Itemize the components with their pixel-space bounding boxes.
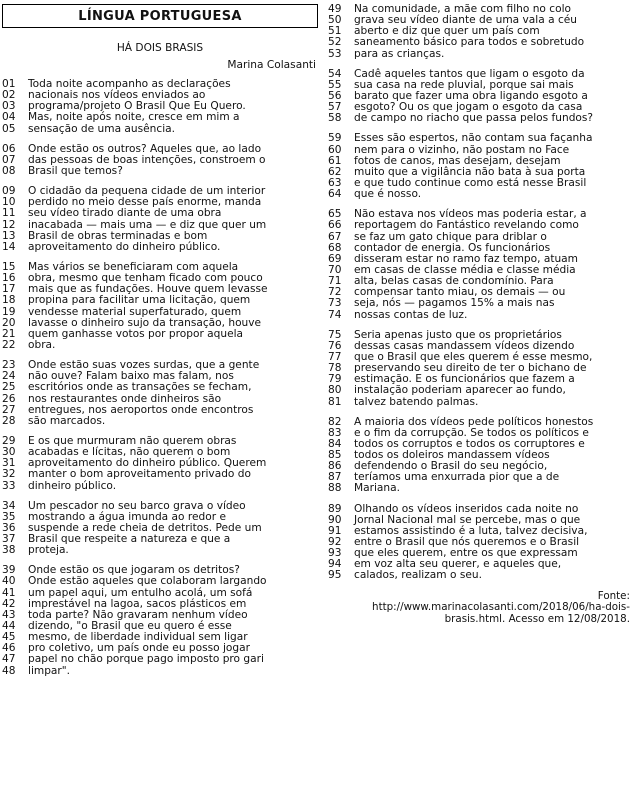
- line-text: saneamento básico para todos e sobretudo: [354, 36, 585, 49]
- text-line: [328, 483, 630, 494]
- line-text: Na comunidade, a mãe com filho no colo: [354, 3, 571, 15]
- line-text: talvez batendo palmas.: [354, 395, 479, 408]
- line-text: Toda noite acompanho as declarações: [28, 78, 231, 90]
- line-text: A maioria dos vídeos pede políticos honestos: [354, 415, 594, 428]
- line-number: 68: [328, 241, 342, 254]
- line-number: 05: [2, 122, 16, 135]
- line-number: 20: [2, 316, 16, 329]
- line-number: 46: [2, 642, 16, 655]
- line-number: 84: [328, 437, 342, 450]
- source-access-date: brasis.html. Acesso em 12/08/2018.: [444, 612, 630, 625]
- line-text: Mas, noite após noite, cresce em mim a: [28, 111, 240, 124]
- line-text: suspende a rede cheia de detritos. Pede um: [28, 521, 262, 534]
- subject-header: LÍNGUA PORTUGUESA: [2, 4, 318, 28]
- line-number: 86: [328, 460, 342, 473]
- line-number: 50: [328, 14, 342, 27]
- line-text: Onde estão os que jogaram os detritos?: [28, 564, 240, 577]
- line-number: 08: [2, 164, 16, 177]
- line-text: Não estava nos vídeos mas poderia estar, a: [354, 208, 587, 221]
- line-number: 25: [2, 381, 16, 394]
- line-text: um papel aqui, um entulho acolá, um sofá: [28, 586, 253, 599]
- line-number: 22: [2, 338, 16, 351]
- line-number: 35: [2, 510, 16, 523]
- text-line: [328, 232, 630, 243]
- text-line: [2, 242, 318, 253]
- line-number: 47: [2, 653, 16, 666]
- line-number: 42: [2, 597, 16, 610]
- line-number: 71: [328, 275, 342, 288]
- line-text: contador de energia. Os funcionários: [354, 241, 551, 254]
- text-line: [2, 124, 318, 135]
- line-number: 31: [2, 457, 16, 470]
- line-text: Brasil que respeite a natureza e que a: [28, 533, 231, 546]
- line-text: mesmo, de liberdade individual sem ligar: [28, 631, 248, 644]
- line-text: dizendo, "o Brasil que eu quero é esse: [28, 620, 232, 633]
- paragraph: [328, 69, 630, 125]
- line-text: quem ganhasse votos por propor aquela: [28, 327, 244, 340]
- paragraph: [328, 417, 630, 495]
- line-number: 03: [2, 100, 16, 113]
- paragraph: [2, 436, 318, 492]
- line-text: e que tudo continue como está nesse Brasil: [354, 176, 587, 189]
- text-line: [328, 220, 630, 231]
- line-text: Um pescador no seu barco grava o vídeo: [28, 499, 246, 512]
- paragraph: [2, 360, 318, 427]
- line-text: limpar".: [28, 664, 71, 677]
- line-number: 63: [328, 176, 342, 189]
- line-number: 90: [328, 513, 342, 526]
- line-text: em casas de classe média e classe média: [354, 263, 576, 276]
- line-text: são marcados.: [28, 414, 106, 427]
- text-line: [2, 576, 318, 587]
- line-text: de campo no riacho que passa pelos fundos?: [354, 112, 594, 125]
- line-number: 75: [328, 328, 342, 341]
- line-text: escritórios onde as transações se fecham,: [28, 381, 252, 394]
- line-number: 04: [2, 111, 16, 124]
- paragraph: [2, 501, 318, 557]
- line-number: 65: [328, 208, 342, 221]
- line-number: 61: [328, 154, 342, 167]
- line-text: sua casa na rede pluvial, porque sai mais: [354, 78, 574, 91]
- line-number: 24: [2, 370, 16, 383]
- line-text: instalação poderiam aparecer ao fundo,: [354, 384, 566, 397]
- paragraph: [328, 133, 630, 200]
- line-text: Seria apenas justo que os proprietários: [354, 328, 562, 341]
- line-number: 66: [328, 219, 342, 232]
- line-text: mostrando a água imunda ao redor e: [28, 510, 226, 523]
- line-number: 28: [2, 414, 16, 427]
- line-text: Cadê aqueles tantos que ligam o esgoto da: [354, 67, 585, 80]
- line-number: 55: [328, 78, 342, 91]
- text-line: [328, 570, 630, 581]
- line-number: 16: [2, 272, 16, 285]
- line-number: 53: [328, 47, 342, 60]
- text-line: [2, 666, 318, 677]
- line-text: em voz alta seu querer, e aqueles que,: [354, 558, 562, 571]
- right-column: [328, 4, 630, 625]
- text-line: [2, 382, 318, 393]
- line-text: nem para o vizinho, não postam no Face: [354, 143, 570, 156]
- paragraph: [328, 330, 630, 408]
- line-number: 43: [2, 608, 16, 621]
- line-number: 85: [328, 449, 342, 462]
- line-number: 69: [328, 252, 342, 265]
- line-text: Mas vários se beneficiaram com aquela: [28, 260, 239, 273]
- line-text: lavasse o dinheiro sujo da transação, houve: [28, 316, 262, 329]
- line-text: teríamos uma enxurrada pior que a de: [354, 471, 560, 484]
- line-number: 09: [2, 185, 16, 198]
- line-number: 79: [328, 373, 342, 386]
- line-text: aproveitamento do dinheiro público.: [28, 240, 221, 253]
- line-text: propina para facilitar uma licitação, quem: [28, 294, 251, 307]
- text-line: [2, 208, 318, 219]
- line-text: dinheiro público.: [28, 479, 117, 492]
- line-number: 11: [2, 207, 16, 220]
- line-number: 37: [2, 533, 16, 546]
- line-text: para as crianças.: [354, 47, 445, 60]
- line-text: não ouve? Falam baixo mas falam, nos: [28, 370, 234, 383]
- line-text: Onde estão os outros? Aqueles que, ao lado: [28, 142, 262, 155]
- line-number: 70: [328, 263, 342, 276]
- line-text: toda parte? Não gravaram nenhum vídeo: [28, 608, 248, 621]
- paragraph: [2, 186, 318, 253]
- line-number: 62: [328, 165, 342, 178]
- line-number: 29: [2, 434, 16, 447]
- line-number: 13: [2, 229, 16, 242]
- line-text: Onde estão aqueles que colaboram largando: [28, 575, 267, 588]
- line-text: Esses são espertos, não contam sua façanha: [354, 132, 593, 145]
- line-number: 58: [328, 112, 342, 125]
- line-text: perdido no meio desse país enorme, manda: [28, 196, 262, 209]
- line-number: 83: [328, 426, 342, 439]
- text-line: [2, 545, 318, 556]
- text-line: [2, 295, 318, 306]
- text-line: [2, 394, 318, 405]
- text-line: [2, 481, 318, 492]
- line-number: 89: [328, 502, 342, 515]
- line-text: proteja.: [28, 544, 69, 557]
- line-number: 14: [2, 240, 16, 253]
- line-number: 39: [2, 564, 16, 577]
- line-text: vendesse material superfaturado, quem: [28, 305, 242, 318]
- line-number: 49: [328, 3, 342, 15]
- paragraph: [2, 144, 318, 177]
- text-line: [328, 49, 630, 60]
- line-number: 17: [2, 283, 16, 296]
- line-text: e o fim da corrupção. Se todos os políticos e: [354, 426, 589, 439]
- line-text: calados, realizam o seu.: [354, 569, 482, 582]
- line-number: 64: [328, 188, 342, 201]
- line-text: esgoto? Ou os que jogam o esgoto da casa: [354, 101, 583, 114]
- paragraph: [328, 4, 630, 60]
- line-text: papel no chão porque pago imposto pro gari: [28, 653, 264, 666]
- line-text: Brasil que temos?: [28, 164, 123, 177]
- text-line: [328, 385, 630, 396]
- line-number: 38: [2, 544, 16, 557]
- text-line: [328, 397, 630, 408]
- text-line: [2, 654, 318, 665]
- line-text: reportagem do Fantástico revelando como: [354, 219, 579, 232]
- line-number: 60: [328, 143, 342, 156]
- line-number: 45: [2, 631, 16, 644]
- line-number: 18: [2, 294, 16, 307]
- line-text: grava seu vídeo diante de uma vala a céu: [354, 14, 578, 27]
- line-text: fotos de canos, mas desejam, desejam: [354, 154, 561, 167]
- line-number: 23: [2, 359, 16, 372]
- line-number: 44: [2, 620, 16, 633]
- line-text: aberto e diz que quer um país com: [354, 25, 540, 38]
- line-number: 01: [2, 78, 16, 90]
- line-number: 88: [328, 482, 342, 495]
- line-text: sensação de uma ausência.: [28, 122, 176, 135]
- line-number: 76: [328, 339, 342, 352]
- line-text: compensar tanto miau, os demais — ou: [354, 286, 566, 299]
- line-number: 41: [2, 586, 16, 599]
- line-number: 34: [2, 499, 16, 512]
- line-text: se faz um gato chique para driblar o: [354, 230, 547, 243]
- line-text: aproveitamento do dinheiro público. Querem: [28, 457, 267, 470]
- line-number: 95: [328, 569, 342, 582]
- text-line: [328, 133, 630, 144]
- line-text: manter o bom aproveitamento privado do: [28, 468, 251, 481]
- line-number: 21: [2, 327, 16, 340]
- line-text: todos os corruptos e todos os corruptores e: [354, 437, 585, 450]
- line-number: 91: [328, 524, 342, 537]
- line-text: obra.: [28, 338, 56, 351]
- line-text: das pessoas de boas intenções, constroem o: [28, 153, 266, 166]
- line-text: programa/projeto O Brasil Que Eu Quero.: [28, 100, 246, 113]
- line-number: 94: [328, 558, 342, 571]
- text-line: [2, 166, 318, 177]
- text-line: [328, 189, 630, 200]
- line-text: mais que as fundações. Houve quem levasse: [28, 283, 268, 296]
- left-column: [2, 4, 318, 686]
- line-number: 67: [328, 230, 342, 243]
- line-text: que eles querem, entre os que expressam: [354, 547, 578, 560]
- line-text: defendendo o Brasil do seu negócio,: [354, 460, 548, 473]
- line-text: Onde estão suas vozes surdas, que a gente: [28, 359, 260, 372]
- text-line: [2, 416, 318, 427]
- line-number: 54: [328, 67, 342, 80]
- line-text: nossas contas de luz.: [354, 308, 468, 321]
- line-number: 52: [328, 36, 342, 49]
- line-text: pro coletivo, um país onde eu posso jogar: [28, 642, 250, 655]
- line-number: 87: [328, 471, 342, 484]
- line-text: Olhando os vídeos inseridos cada noite no: [354, 502, 579, 515]
- line-text: nos restaurantes onde dinheiros são: [28, 392, 222, 405]
- line-text: imprestável na lagoa, sacos plásticos em: [28, 597, 247, 610]
- line-text: disseram estar no ramo faz tempo, atuam: [354, 252, 578, 265]
- text-title: HÁ DOIS BRASIS: [116, 42, 204, 54]
- line-number: 73: [328, 297, 342, 310]
- line-number: 81: [328, 395, 342, 408]
- line-text: inacabada — mais uma — e diz que quer um: [28, 218, 267, 231]
- text-line: [328, 113, 630, 124]
- line-text: dessas casas mandassem vídeos dizendo: [354, 339, 575, 352]
- source-url: http://www.marinacolasanti.com/2018/06/ha-dois-: [372, 601, 630, 614]
- line-text: que o Brasil que eles querem é esse mesmo,: [354, 350, 593, 363]
- line-number: 59: [328, 132, 342, 145]
- left-column-body: [2, 79, 318, 677]
- text-line: [328, 298, 630, 309]
- line-text: nacionais nos vídeos enviados ao: [28, 89, 206, 102]
- line-number: 15: [2, 260, 16, 273]
- line-number: 07: [2, 153, 16, 166]
- text-line: [2, 340, 318, 351]
- line-text: que é nosso.: [354, 188, 422, 201]
- line-number: 02: [2, 89, 16, 102]
- line-text: alta, belas casas de condomínio. Para: [354, 275, 554, 288]
- line-number: 19: [2, 305, 16, 318]
- text-line: [2, 469, 318, 480]
- line-text: E os que murmuram não querem obras: [28, 434, 237, 447]
- line-number: 33: [2, 479, 16, 492]
- line-text: seja, nós — pagamos 15% a mais nas: [354, 297, 555, 310]
- line-text: muito que a vigilância não bata à sua porta: [354, 165, 586, 178]
- line-text: preservando seu direito de ter o bichano de: [354, 362, 587, 375]
- line-text: entregues, nos aeroportos onde encontros: [28, 403, 254, 416]
- source-label: Fonte:: [597, 589, 630, 602]
- line-number: 27: [2, 403, 16, 416]
- text-line: [328, 37, 630, 48]
- line-number: 40: [2, 575, 16, 588]
- source-citation: [328, 591, 630, 626]
- line-number: 82: [328, 415, 342, 428]
- line-number: 80: [328, 384, 342, 397]
- line-text: O cidadão da pequena cidade de um interior: [28, 185, 266, 198]
- right-column-body: [328, 4, 630, 582]
- line-text: barato que fazer uma obra ligando esgoto a: [354, 89, 588, 102]
- text-author: Marina Colasanti: [227, 59, 316, 71]
- line-text: entre o Brasil que nós queremos e o Brasil: [354, 536, 580, 549]
- line-number: 12: [2, 218, 16, 231]
- line-number: 74: [328, 308, 342, 321]
- line-number: 57: [328, 101, 342, 114]
- text-line: [2, 112, 318, 123]
- line-number: 77: [328, 350, 342, 363]
- line-number: 93: [328, 547, 342, 560]
- paragraph: [2, 262, 318, 351]
- paragraph: [328, 209, 630, 320]
- line-number: 06: [2, 142, 16, 155]
- line-number: 10: [2, 196, 16, 209]
- line-number: 26: [2, 392, 16, 405]
- line-number: 72: [328, 286, 342, 299]
- text-line: [328, 310, 630, 321]
- line-text: acabadas e lícitas, não querem o bom: [28, 446, 231, 459]
- line-text: seu vídeo tirado diante de uma obra: [28, 207, 222, 220]
- line-number: 30: [2, 446, 16, 459]
- paragraph: [2, 79, 318, 135]
- line-number: 78: [328, 362, 342, 375]
- text-line: [2, 307, 318, 318]
- paragraph: [328, 504, 630, 582]
- line-text: Brasil de obras terminadas e bom: [28, 229, 208, 242]
- line-text: todos os doleiros mandassem vídeos: [354, 449, 550, 462]
- line-number: 48: [2, 664, 16, 677]
- line-number: 92: [328, 536, 342, 549]
- line-number: 36: [2, 521, 16, 534]
- line-text: Mariana.: [354, 482, 400, 495]
- line-number: 56: [328, 89, 342, 102]
- line-number: 32: [2, 468, 16, 481]
- line-number: 51: [328, 25, 342, 38]
- line-text: estimação. E os funcionários que fazem a: [354, 373, 575, 386]
- line-text: obra, mesmo que tenham ficado com pouco: [28, 272, 263, 285]
- line-text: Jornal Nacional mal se percebe, mas o que: [354, 513, 581, 526]
- paragraph: [2, 565, 318, 676]
- line-text: estamos assistindo é a luta, talvez decisiva,: [354, 524, 588, 537]
